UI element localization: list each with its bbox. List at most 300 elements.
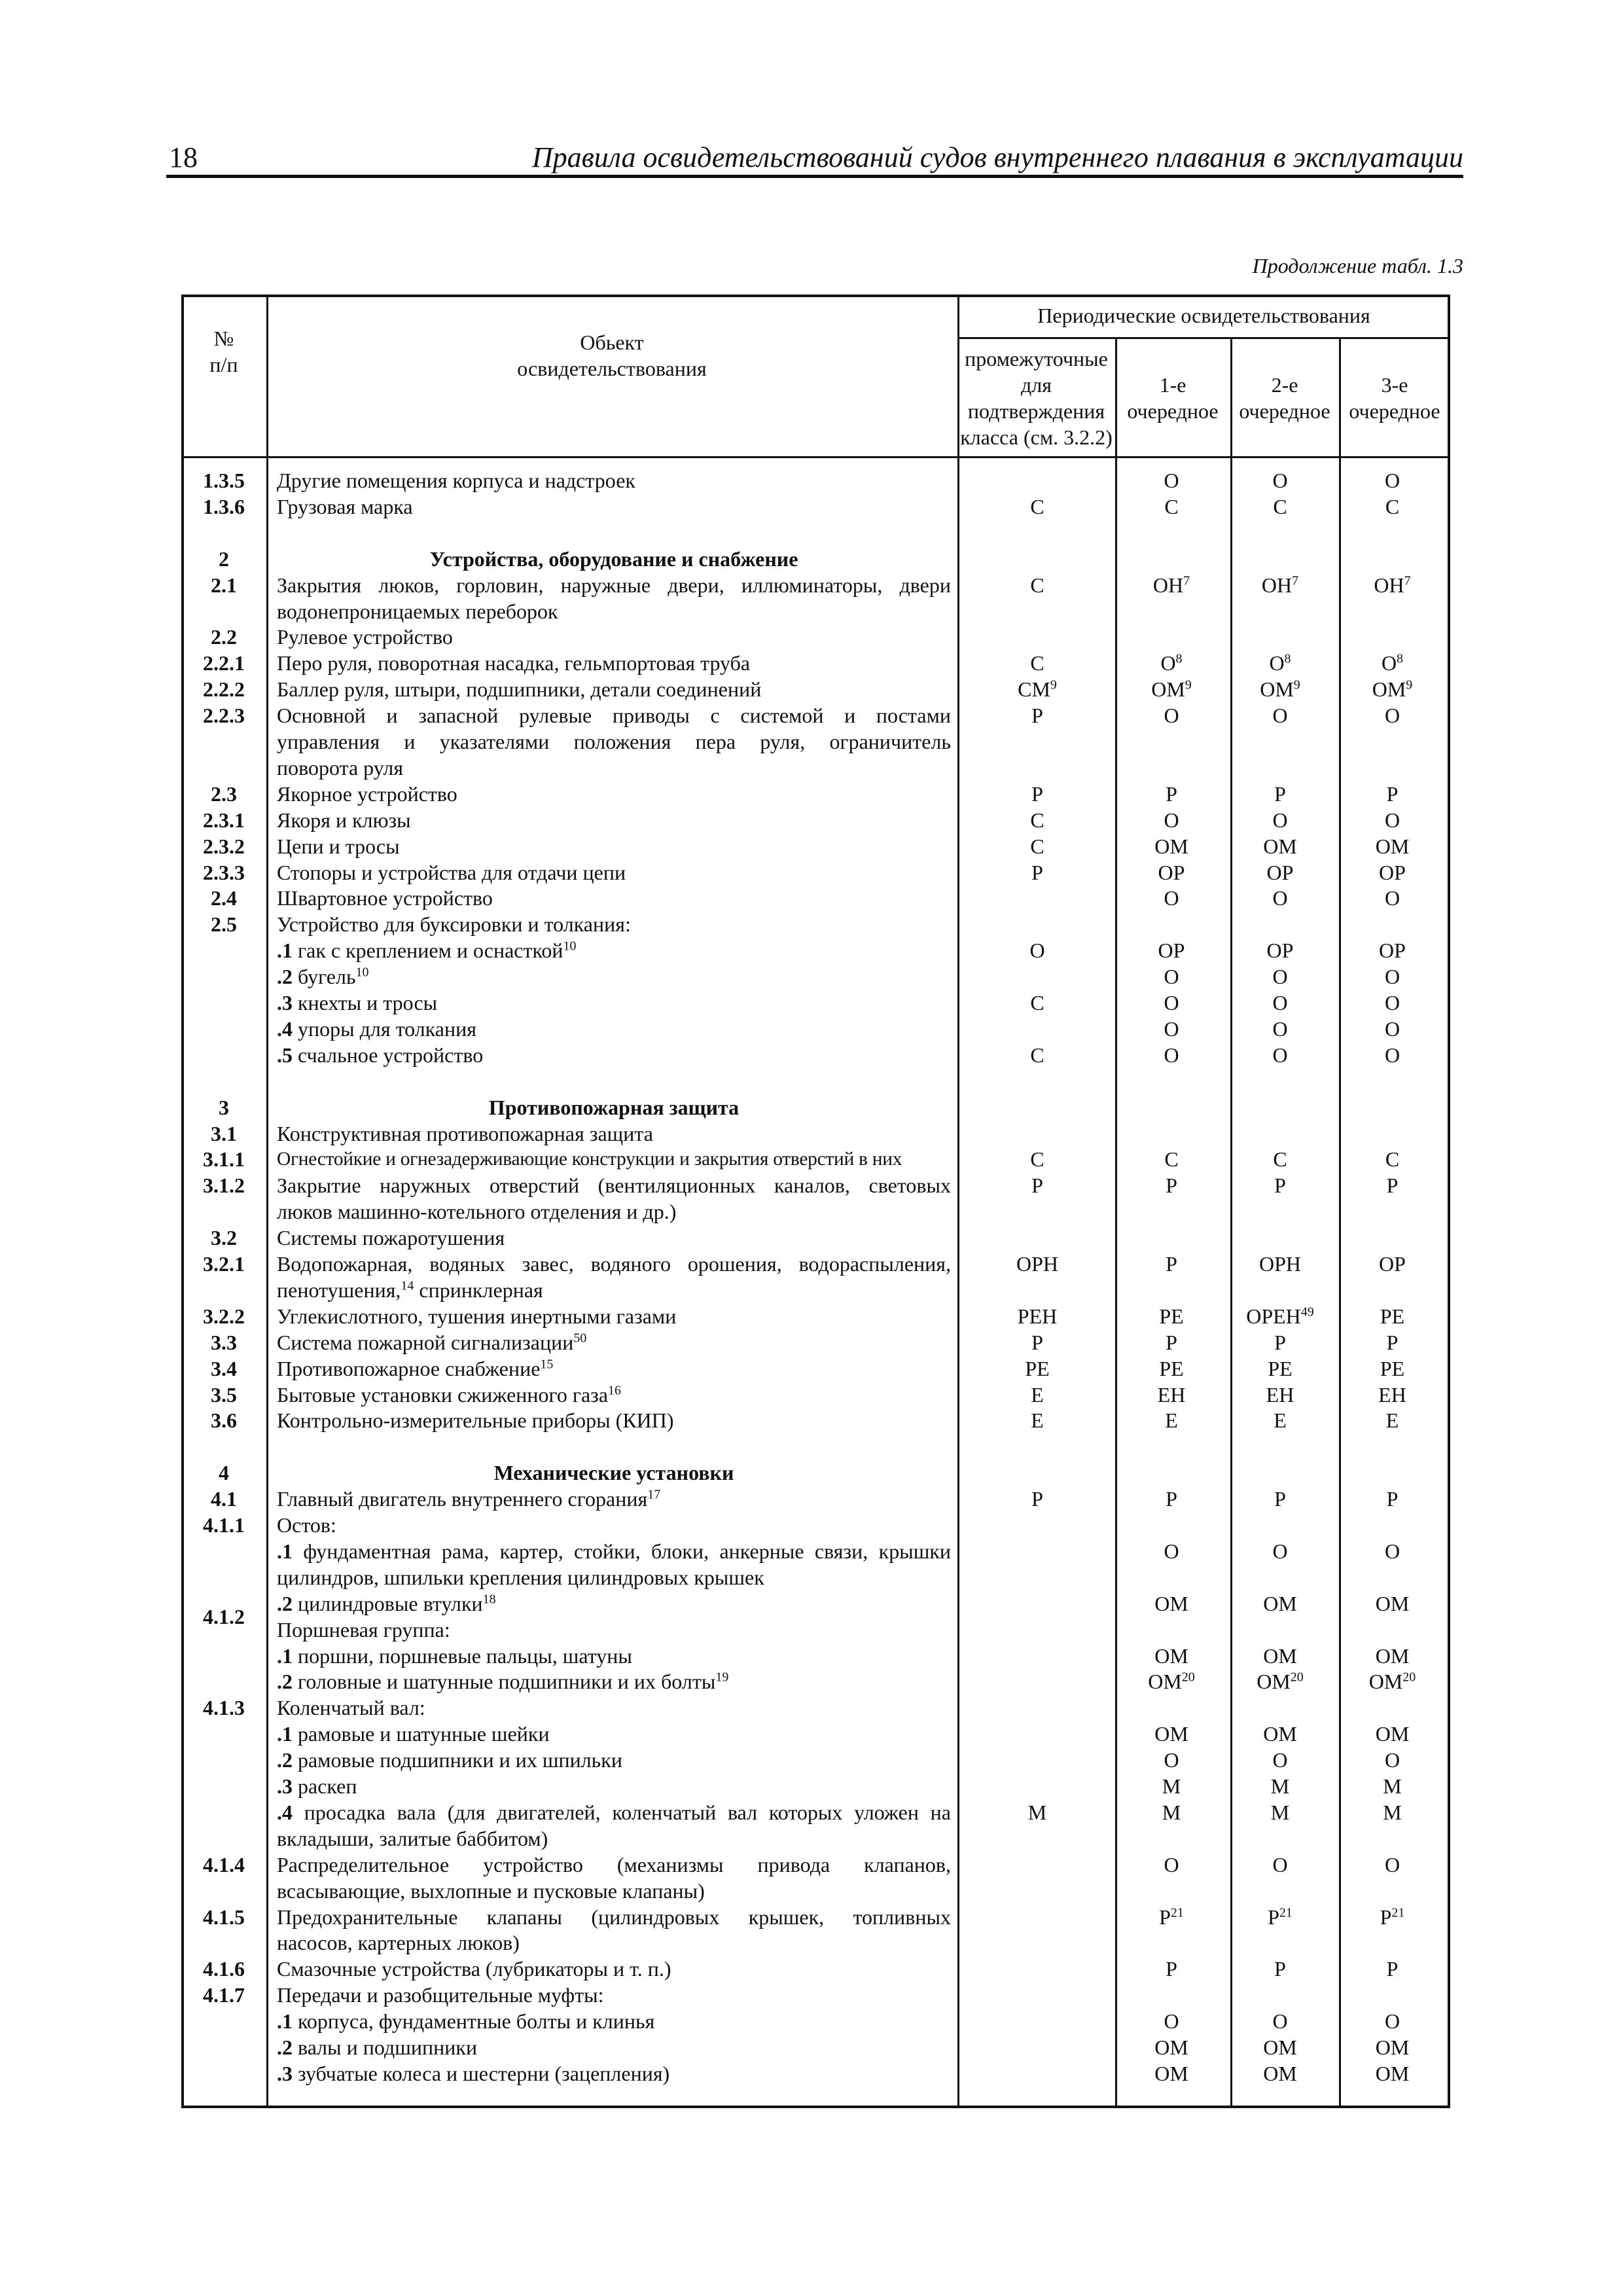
survey-code: [1334, 781, 1450, 807]
survey-code: [1334, 1042, 1450, 1068]
code-text: М: [1270, 1774, 1290, 1798]
page-number: 18: [169, 141, 198, 173]
footnote-ref: 10: [563, 939, 577, 954]
survey-code: [1117, 1721, 1226, 1747]
survey-code: [1226, 493, 1334, 520]
survey-code: [1334, 1904, 1450, 1930]
section-heading-row: [0, 546, 1623, 572]
survey-code: [1226, 781, 1334, 807]
survey-code: [959, 572, 1115, 598]
code-text: ОР: [1379, 1252, 1406, 1276]
survey-code: [1117, 1852, 1226, 1878]
table-row: [0, 1407, 1623, 1433]
table-row: [0, 676, 1623, 702]
item-number: .2: [277, 965, 293, 989]
table-row: [0, 755, 1623, 781]
table-row: [0, 467, 1623, 493]
survey-code: [1334, 1799, 1450, 1825]
table-row: [0, 1799, 1623, 1825]
code-text: РЕ: [1159, 1304, 1184, 1328]
item-number: .1: [277, 939, 293, 963]
row-number: 4: [219, 1461, 229, 1485]
code-text: М: [1162, 1774, 1181, 1798]
code-text: ОРН: [1016, 1252, 1058, 1276]
survey-code: [1117, 1172, 1226, 1198]
survey-code: [1117, 807, 1226, 833]
table-row: [0, 702, 1623, 728]
row-number: 2.2.2: [203, 677, 245, 702]
code-text: О: [1164, 886, 1179, 910]
table-row: [0, 1643, 1623, 1669]
object-text: Системы пожаротушения: [277, 1226, 505, 1250]
row-object: [277, 1929, 951, 1956]
table-row: [0, 833, 1623, 859]
code-text: Р: [1166, 1957, 1177, 1981]
code-text: РЕ: [1380, 1356, 1405, 1380]
survey-code: [1117, 990, 1226, 1016]
object-text: Устройства, оборудование и снабжение: [429, 547, 798, 571]
row-object: [277, 1904, 951, 1930]
footnote-ref: 20: [1402, 1670, 1416, 1685]
survey-code: [1117, 1773, 1226, 1799]
survey-code: [1117, 1747, 1226, 1773]
row-object: [277, 1773, 951, 1799]
row-object: [277, 859, 951, 886]
object-text: водонепроницаемых переборок: [277, 599, 558, 623]
survey-code: [1226, 1146, 1334, 1172]
table-row: [0, 1042, 1623, 1068]
survey-code: [1334, 2008, 1450, 2034]
code-text: О: [1384, 886, 1400, 910]
code-text: О: [1164, 1539, 1179, 1563]
object-text: головные и шатунные подшипники и их болты: [293, 1670, 716, 1694]
survey-code: [1334, 1329, 1450, 1355]
footnote-ref: 21: [1279, 1905, 1293, 1920]
row-object: [277, 493, 951, 520]
footnote-ref: 8: [1284, 651, 1291, 666]
table-row: [0, 1695, 1623, 1721]
object-text: Швартовное устройство: [277, 886, 493, 910]
row-number: 3: [219, 1095, 229, 1119]
survey-code: [959, 1486, 1115, 1512]
survey-code: [1117, 781, 1226, 807]
object-text: Основной и запасной рулевые приводы с системой и постами: [277, 704, 951, 728]
object-text: Остов:: [277, 1513, 336, 1537]
row-object: [277, 755, 951, 781]
survey-code: [1117, 1407, 1226, 1433]
row-number: 3.6: [211, 1408, 237, 1433]
survey-code: [1117, 1538, 1226, 1564]
survey-code: [1334, 493, 1450, 520]
table-row: [0, 572, 1623, 598]
code-text: Р: [1166, 1330, 1177, 1354]
code-text: О: [1384, 469, 1400, 492]
survey-code: [1226, 859, 1334, 886]
table-row: [0, 1721, 1623, 1747]
code-text: О: [1269, 651, 1285, 675]
survey-code: [1117, 859, 1226, 886]
survey-code: [1117, 676, 1226, 702]
code-text: РЕ: [1380, 1304, 1405, 1328]
code-text: О: [1272, 2009, 1288, 2034]
survey-code: [1334, 1643, 1450, 1669]
survey-code: [1226, 833, 1334, 859]
item-number: .3: [277, 991, 293, 1014]
code-text: О: [1381, 651, 1397, 675]
item-number: .4: [277, 1016, 293, 1041]
code-text: О: [1384, 704, 1400, 728]
table-row: [0, 1747, 1623, 1773]
object-text: Поршневая группа:: [277, 1617, 450, 1641]
footnote-ref: 49: [1300, 1304, 1314, 1319]
footnote-ref: 9: [1293, 677, 1300, 692]
code-text: ОР: [1266, 939, 1294, 963]
table-caption: Продолжение табл. 1.3: [1252, 254, 1463, 278]
object-text: Смазочные устройства (лубрикаторы и т. п.): [277, 1957, 671, 1981]
code-text: ОМ: [1151, 677, 1185, 702]
survey-code: [959, 1329, 1115, 1355]
object-text: зубчатые колеса и шестерни (зацепления): [293, 2061, 670, 2085]
object-text: Бытовые установки сжиженного газа: [277, 1382, 609, 1407]
survey-code: [1117, 937, 1226, 963]
code-text: О: [1164, 704, 1179, 728]
row-object: [277, 1668, 951, 1695]
survey-code: [959, 859, 1115, 886]
code-text: О: [1272, 886, 1288, 910]
object-text: насосов, картерных люков): [277, 1931, 520, 1955]
row-number: 1.3.5: [203, 469, 245, 492]
code-text: О: [1164, 965, 1179, 989]
table-row: [0, 1382, 1623, 1408]
code-text: ОМ: [1154, 834, 1188, 858]
table-row: [0, 885, 1623, 911]
code-text: М: [1270, 1800, 1290, 1824]
row-object: [277, 1277, 951, 1303]
code-text: О: [1272, 1043, 1288, 1067]
code-text: Р: [1274, 1174, 1286, 1198]
table-row: [0, 2034, 1623, 2060]
survey-code: [959, 990, 1115, 1016]
code-text: Р: [1386, 1174, 1399, 1198]
object-text: Баллер руля, штыри, подшипники, детали соединений: [277, 677, 762, 702]
footnote-ref: 16: [608, 1382, 622, 1397]
code-text: ОРН: [1258, 1252, 1301, 1276]
object-text: всасывающие, выхлопные и пусковые клапаны): [277, 1878, 705, 1903]
code-text: ОМ: [1154, 2061, 1188, 2085]
code-text: О: [1384, 1539, 1400, 1563]
row-number: 2.2: [211, 625, 237, 649]
survey-code: [1226, 1303, 1334, 1329]
code-text: ОМ: [1375, 1643, 1410, 1668]
code-text: ОМ: [1263, 1722, 1297, 1746]
code-text: Р: [1031, 860, 1043, 884]
item-number: .2: [277, 1670, 293, 1694]
object-text: Главный двигатель внутреннего сгорания: [277, 1487, 648, 1511]
code-text: С: [1385, 494, 1400, 518]
row-object: [277, 1042, 951, 1068]
row-number: 4.1.2: [203, 1604, 245, 1628]
header-first: 1-е очередное: [1127, 373, 1219, 423]
item-number: .1: [277, 1539, 293, 1563]
object-text: Якоря и клюзы: [277, 808, 411, 832]
code-text: О: [1272, 1748, 1288, 1772]
table-row: [0, 1251, 1623, 1277]
row-number: 3.1.1: [203, 1147, 245, 1172]
header-intermediate: промежуточные для подтверждения класса (см. 3.2.2): [960, 347, 1113, 449]
survey-code: [959, 1382, 1115, 1408]
survey-code: [1117, 963, 1226, 990]
item-number: .2: [277, 1591, 293, 1615]
row-number: 4.1.5: [203, 1905, 245, 1929]
code-text: О: [1272, 469, 1288, 492]
code-text: О: [1272, 1852, 1288, 1876]
survey-code: [1117, 1251, 1226, 1277]
survey-code: [1334, 1956, 1450, 1982]
code-text: ОР: [1266, 860, 1294, 884]
survey-code: [1334, 859, 1450, 886]
object-text: рамовые подшипники и их шпильки: [293, 1748, 622, 1772]
table-row: [0, 1538, 1623, 1564]
survey-code: [1226, 1172, 1334, 1198]
row-object: [277, 990, 951, 1016]
item-number: .1: [277, 2009, 293, 2034]
code-text: ЕН: [1378, 1382, 1406, 1407]
survey-code: [959, 1355, 1115, 1382]
row-object: [277, 1407, 951, 1433]
survey-code: [1334, 937, 1450, 963]
survey-code: [959, 1251, 1115, 1277]
code-text: М: [1383, 1800, 1402, 1824]
table-row: [0, 937, 1623, 963]
row-number: 2.4: [211, 886, 237, 910]
row-number: 3.2: [211, 1226, 237, 1250]
survey-code: [1226, 1486, 1334, 1512]
row-object: [277, 1878, 951, 1904]
survey-code: [1226, 1538, 1334, 1564]
row-object: [277, 1695, 951, 1721]
survey-code: [1117, 1956, 1226, 1982]
code-text: О: [1272, 965, 1288, 989]
code-text: Р: [1268, 1905, 1279, 1929]
row-object: [277, 702, 951, 728]
code-text: ОМ: [1375, 2061, 1410, 2085]
code-text: О: [1384, 1852, 1400, 1876]
survey-code: [959, 1042, 1115, 1068]
object-text: просадка вала (для двигателей, коленчатый вал которых уложен на: [293, 1800, 951, 1824]
survey-code: [959, 807, 1115, 833]
survey-code: [1117, 1904, 1226, 1930]
code-text: О: [1164, 991, 1179, 1014]
code-text: О: [1384, 991, 1400, 1014]
row-object: [277, 1721, 951, 1747]
survey-code: [1117, 2060, 1226, 2087]
object-text: люков машинно-котельного отделения и др.): [277, 1200, 677, 1224]
survey-code: [1334, 1721, 1450, 1747]
row-number: 3.3: [211, 1330, 237, 1354]
code-text: ОМ: [1148, 1670, 1182, 1694]
code-text: РЕ: [1268, 1356, 1293, 1380]
row-object: [277, 1251, 951, 1277]
row-number: 2: [219, 547, 229, 571]
survey-code: [959, 781, 1115, 807]
code-text: ОР: [1158, 939, 1185, 963]
row-number: 2.2.1: [203, 651, 245, 675]
survey-code: [1226, 1643, 1334, 1669]
survey-code: [1226, 2060, 1334, 2087]
survey-code: [1226, 1355, 1334, 1382]
object-text: упоры для толкания: [293, 1016, 476, 1041]
survey-code: [1226, 2034, 1334, 2060]
object-text: Водопожарная, водяных завес, водяного орошения, водораспыления,: [277, 1252, 951, 1276]
survey-code: [1226, 885, 1334, 911]
footnote-ref: 18: [482, 1592, 496, 1607]
survey-code: [1226, 1799, 1334, 1825]
survey-code: [1117, 1799, 1226, 1825]
survey-code: [1334, 1668, 1450, 1695]
object-text: раскеп: [293, 1774, 357, 1798]
table-row: [0, 493, 1623, 520]
row-number: 3.2.1: [203, 1252, 245, 1276]
row-object: [277, 1617, 951, 1643]
code-text: Е: [1165, 1408, 1178, 1433]
survey-code: [1334, 1407, 1450, 1433]
item-number: .1: [277, 1643, 293, 1668]
object-text: Устройство для буксировки и толкания:: [277, 912, 631, 937]
code-text: ОМ: [1263, 1591, 1297, 1615]
table-row: [0, 1146, 1623, 1172]
survey-code: [1226, 1721, 1334, 1747]
survey-code: [1334, 702, 1450, 728]
code-text: ОР: [1379, 939, 1406, 963]
table-row: [0, 911, 1623, 937]
survey-code: [1117, 1382, 1226, 1408]
object-text: Механические установки: [493, 1461, 734, 1485]
row-object: [277, 937, 951, 963]
table-row: [0, 1878, 1623, 1904]
code-text: Р: [1274, 781, 1286, 806]
code-text: ОР: [1379, 860, 1406, 884]
row-object: [277, 833, 951, 859]
survey-code: [959, 493, 1115, 520]
object-text: Углекислотного, тушения инертными газами: [277, 1304, 677, 1328]
row-number: 3.2.2: [203, 1304, 245, 1328]
code-text: О: [1384, 1043, 1400, 1067]
table-row: [0, 963, 1623, 990]
header-bottom-rule: [181, 456, 1450, 458]
survey-code: [1334, 1172, 1450, 1198]
row-object: [277, 1382, 951, 1408]
row-object: [277, 1146, 951, 1172]
row-object: [277, 1172, 951, 1198]
row-number: 4.1.6: [203, 1957, 245, 1981]
code-text: РЕ: [1159, 1356, 1184, 1380]
table-row: [0, 1016, 1623, 1042]
code-text: С: [1385, 1147, 1400, 1172]
code-text: РЕН: [1017, 1304, 1058, 1328]
survey-code: [1226, 1852, 1334, 1878]
code-text: О: [1384, 808, 1400, 832]
item-number: .4: [277, 1800, 293, 1824]
code-text: Е: [1274, 1408, 1287, 1433]
survey-code: [1226, 650, 1334, 676]
survey-code: [1334, 467, 1450, 493]
survey-code: [959, 702, 1115, 728]
survey-code: [1226, 990, 1334, 1016]
code-text: ОМ: [1375, 834, 1410, 858]
code-text: ОМ: [1257, 1670, 1291, 1694]
code-text: Р: [1031, 1487, 1043, 1511]
code-text: Р: [1166, 1252, 1177, 1276]
row-object: [277, 1747, 951, 1773]
survey-code: [1117, 1146, 1226, 1172]
row-object: [277, 1016, 951, 1042]
survey-code: [1334, 963, 1450, 990]
survey-code: [959, 1172, 1115, 1198]
item-number: .5: [277, 1043, 293, 1067]
survey-code: [1226, 1956, 1334, 1982]
table-row: [0, 1929, 1623, 1956]
code-text: ОРЕН: [1246, 1304, 1301, 1328]
row-object: [277, 885, 951, 911]
row-object: [277, 1825, 951, 1852]
code-text: ОМ: [1260, 677, 1294, 702]
row-object: [277, 1799, 951, 1825]
row-object: [277, 676, 951, 702]
object-text: Коленчатый вал:: [277, 1696, 425, 1720]
code-text: С: [1273, 494, 1287, 518]
survey-code: [1334, 1747, 1450, 1773]
code-text: С: [1030, 573, 1044, 597]
survey-code: [1117, 1355, 1226, 1382]
row-object: [277, 572, 951, 598]
survey-code: [1226, 1904, 1334, 1930]
survey-code: [1334, 1016, 1450, 1042]
code-text: ОМ: [1375, 1591, 1410, 1615]
row-object: [277, 650, 951, 676]
row-object: [277, 1643, 951, 1669]
row-number: 2.1: [211, 573, 237, 597]
code-text: О: [1272, 991, 1288, 1014]
object-text: Огнестойкие и огнезадерживающие конструкции и закрытия отверстий в них: [277, 1149, 902, 1170]
code-text: О: [1160, 651, 1176, 675]
survey-code: [1334, 1486, 1450, 1512]
footnote-ref: 19: [715, 1670, 729, 1685]
code-text: РЕ: [1025, 1356, 1050, 1380]
row-object: [277, 2034, 951, 2060]
code-text: ОН: [1261, 573, 1293, 597]
code-text: О: [1272, 704, 1288, 728]
footnote-ref: 14: [401, 1278, 414, 1293]
table-row: [0, 1355, 1623, 1382]
row-object: [277, 807, 951, 833]
survey-code: [1334, 572, 1450, 598]
object-text: Контрольно-измерительные приборы (КИП): [277, 1408, 674, 1433]
table-row: [0, 728, 1623, 755]
survey-code: [1226, 963, 1334, 990]
row-number: 3.1: [211, 1121, 237, 1145]
code-text: Р: [1166, 781, 1177, 806]
footnote-ref: 10: [355, 965, 369, 980]
code-text: С: [1030, 991, 1044, 1014]
object-text: рамовые и шатунные шейки: [293, 1722, 550, 1746]
item-number: .3: [277, 2061, 293, 2085]
header-object: Обьект освидетельствования: [517, 331, 707, 380]
object-text: Грузовая марка: [277, 494, 413, 518]
code-text: О: [1272, 1016, 1288, 1041]
row-object: [277, 1225, 951, 1251]
code-text: С: [1030, 494, 1044, 518]
table-row: [0, 1121, 1623, 1147]
